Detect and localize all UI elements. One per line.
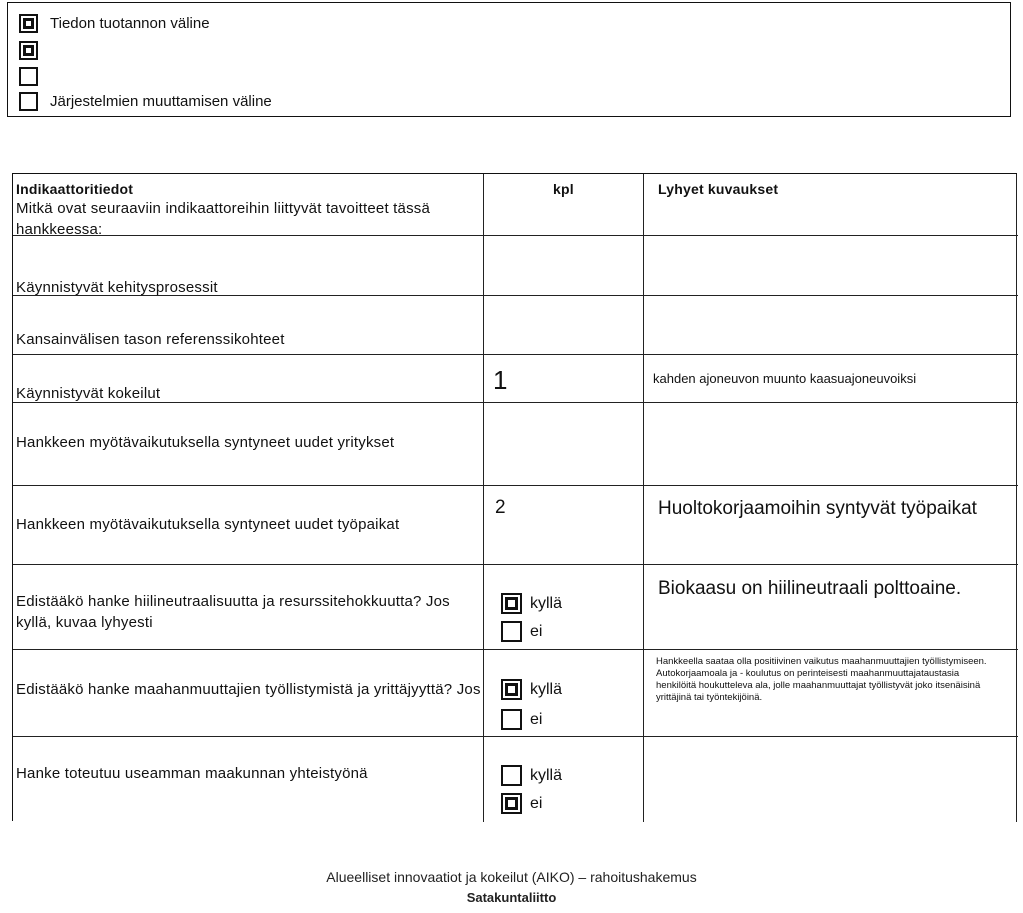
row-divider [13, 354, 1018, 355]
footer-title: Alueelliset innovaatiot ja kokeilut (AIKO) – rahoitushakemus [326, 869, 697, 885]
checkbox-unchecked[interactable] [19, 67, 38, 86]
question-label: Hanke toteutuu useamman maakunnan yhteistyönä [16, 765, 368, 782]
kpl-value[interactable]: 2 [495, 497, 506, 518]
checkbox-checked[interactable] [19, 14, 38, 33]
indicator-table [12, 173, 1017, 821]
kpl-value[interactable]: 1 [493, 365, 508, 395]
option-label: ei [530, 794, 543, 812]
option-label: kyllä [530, 680, 563, 698]
question-label: Edistääkö hanke maahanmuuttajien työllistymistä ja yrittäjyyttä? Jos [16, 681, 481, 698]
checklist-item[interactable] [19, 65, 50, 87]
footer-organization: Satakuntaliitto [466, 890, 557, 905]
question-description[interactable]: Hankkeella saataa olla positiivinen vaikutus maahanmuuttajien työllistymiseen. Autokorjaamoala ja - koulutus on perinteisesti maahanmuuttajataustasia henkilöitä houkutteleva ala, jolle maahanmuuttajat työllistyvät joko itsenäisinä yrittäjinä tai työntekijöinä. [656, 656, 987, 703]
row-divider [13, 736, 1018, 737]
row-label: Kansainvälisen tason referenssikohteet [16, 331, 285, 348]
checkbox-unchecked[interactable] [501, 709, 522, 730]
column-divider [643, 174, 644, 822]
row-divider [13, 564, 1018, 565]
row-description[interactable]: kahden ajoneuvon muunto kaasuajoneuvoiksi [653, 371, 917, 386]
checklist-label: Järjestelmien muuttamisen väline [50, 92, 272, 110]
checkbox-checked[interactable] [501, 679, 522, 700]
checkbox-checked[interactable] [19, 41, 38, 60]
option-yes[interactable] [501, 593, 562, 614]
table-question: Mitkä ovat seuraaviin indikaattoreihin liittyvät tavoitteet tässä hankkeessa: [16, 200, 431, 238]
option-no[interactable] [501, 621, 542, 642]
checkbox-unchecked[interactable] [19, 92, 38, 111]
option-label: ei [530, 622, 543, 640]
option-yes[interactable] [501, 679, 562, 700]
checkbox-checked[interactable] [501, 793, 522, 814]
column-header-descriptions: Lyhyet kuvaukset [658, 181, 779, 197]
row-divider [13, 649, 1018, 650]
checkbox-unchecked[interactable] [501, 765, 522, 786]
row-divider [13, 485, 1018, 486]
checklist-item[interactable] [19, 12, 210, 34]
column-divider [483, 174, 484, 822]
option-yes[interactable] [501, 765, 562, 786]
row-description[interactable]: Huoltokorjaamoihin syntyvät työpaikat [658, 498, 977, 519]
option-label: kyllä [530, 594, 563, 612]
checkbox-unchecked[interactable] [501, 621, 522, 642]
option-label: kyllä [530, 766, 563, 784]
row-divider [13, 402, 1018, 403]
option-label: ei [530, 710, 543, 728]
option-no[interactable] [501, 709, 542, 730]
option-no[interactable] [501, 793, 542, 814]
column-divider [1016, 174, 1017, 822]
table-title: Indikaattoritiedot [16, 181, 134, 197]
question-label: Edistääkö hanke hiilineutraalisuutta ja resurssitehokkuutta? Jos kyllä, kuvaa lyhyesti [16, 593, 450, 631]
question-description[interactable]: Biokaasu on hiilineutraali polttoaine. [658, 578, 962, 599]
row-label: Käynnistyvät kokeilut [16, 385, 161, 402]
row-label: Hankkeen myötävaikutuksella syntyneet uudet työpaikat [16, 516, 400, 533]
checklist-item[interactable] [19, 39, 50, 61]
row-label: Käynnistyvät kehitysprosessit [16, 279, 218, 296]
instrument-checklist [7, 2, 1011, 117]
checkbox-checked[interactable] [501, 593, 522, 614]
row-label: Hankkeen myötävaikutuksella syntyneet uudet yritykset [16, 434, 395, 451]
column-header-kpl: kpl [553, 181, 574, 197]
checklist-label: Tiedon tuotannon väline [50, 14, 210, 32]
checklist-item[interactable] [19, 90, 272, 112]
